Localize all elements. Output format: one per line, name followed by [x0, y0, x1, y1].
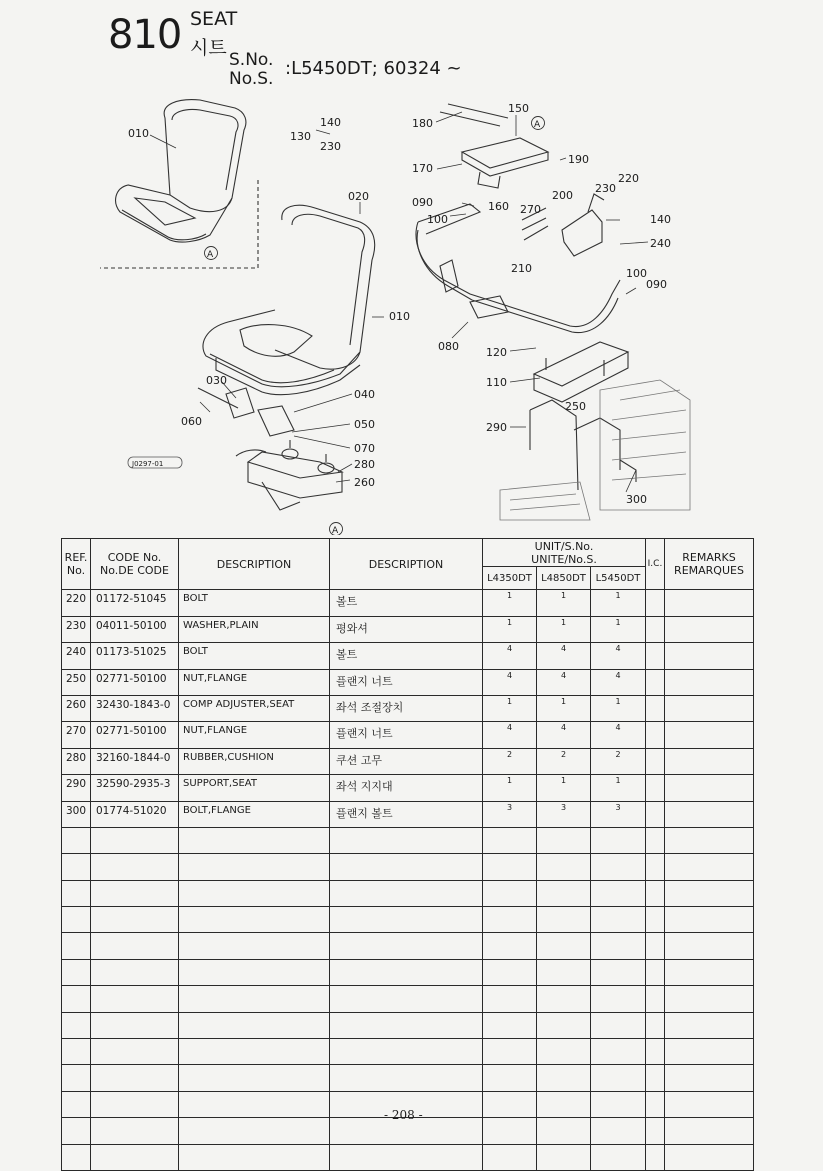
cell-q2: 1	[537, 616, 591, 642]
empty-cell	[646, 1118, 665, 1144]
callout-label: 170	[412, 162, 433, 175]
small-seat-illustration	[116, 100, 246, 242]
title-korean: 시트	[190, 37, 227, 59]
empty-cell	[483, 907, 537, 933]
empty-cell	[646, 1012, 665, 1038]
cell-kr: 볼트	[330, 643, 483, 669]
cell-ic	[646, 801, 665, 827]
callout-label: 070	[354, 442, 375, 455]
empty-cell	[483, 1091, 537, 1117]
cell-q1: 1	[483, 590, 537, 616]
callout-label: 190	[568, 153, 589, 166]
cell-q2: 4	[537, 722, 591, 748]
page-number: - 208 -	[384, 1108, 423, 1122]
empty-cell	[483, 1012, 537, 1038]
empty-cell	[62, 1091, 91, 1117]
empty-cell	[330, 986, 483, 1012]
empty-cell	[665, 827, 754, 853]
empty-cell	[179, 1012, 330, 1038]
callout-label: 040	[354, 388, 375, 401]
empty-cell	[483, 827, 537, 853]
cell-desc: RUBBER,CUSHION	[179, 748, 330, 774]
cell-desc: BOLT,FLANGE	[179, 801, 330, 827]
empty-cell	[330, 854, 483, 880]
cell-q2: 3	[537, 801, 591, 827]
serial-label-fr: No.S.	[229, 69, 274, 89]
cell-desc: SUPPORT,SEAT	[179, 775, 330, 801]
empty-cell	[483, 1118, 537, 1144]
callout-label: 120	[486, 346, 507, 359]
cell-code: 02771-50100	[91, 669, 179, 695]
empty-cell	[646, 880, 665, 906]
large-seat-illustration	[203, 205, 375, 394]
callout-label: 010	[128, 127, 149, 140]
cell-ic	[646, 669, 665, 695]
cell-code: 01173-51025	[91, 643, 179, 669]
empty-cell	[91, 933, 179, 959]
callout-label: 230	[595, 182, 616, 195]
empty-cell	[483, 933, 537, 959]
empty-cell	[665, 1065, 754, 1091]
table-row	[62, 643, 754, 669]
header-code: CODE No. No.DE CODE	[91, 539, 179, 590]
cell-remarks	[665, 775, 754, 801]
callout-label: 290	[486, 421, 507, 434]
cell-ref: 290	[62, 775, 91, 801]
empty-cell	[91, 1039, 179, 1065]
callout-label: 270	[520, 203, 541, 216]
table-row	[62, 616, 754, 642]
empty-cell	[91, 907, 179, 933]
callout-labels	[128, 102, 671, 506]
callout-label: 220	[618, 172, 639, 185]
empty-cell	[537, 1118, 591, 1144]
empty-cell	[62, 1012, 91, 1038]
cell-q3: 1	[591, 775, 646, 801]
table-row-empty	[62, 1039, 754, 1065]
group-number: 810	[108, 12, 182, 58]
tractor-frame-illustration	[500, 380, 690, 520]
cell-code: 01172-51045	[91, 590, 179, 616]
table-row-empty	[62, 907, 754, 933]
empty-cell	[62, 1065, 91, 1091]
empty-cell	[62, 907, 91, 933]
callout-label: 090	[646, 278, 667, 291]
cell-desc: NUT,FLANGE	[179, 669, 330, 695]
cell-q2: 4	[537, 669, 591, 695]
cell-kr: 플랜지 볼트	[330, 801, 483, 827]
empty-cell	[62, 1118, 91, 1144]
empty-cell	[330, 1065, 483, 1091]
cell-remarks	[665, 801, 754, 827]
empty-cell	[179, 1039, 330, 1065]
callout-label: 280	[354, 458, 375, 471]
table-row-empty	[62, 1012, 754, 1038]
cell-code: 01774-51020	[91, 801, 179, 827]
cell-ic	[646, 616, 665, 642]
empty-cell	[91, 1118, 179, 1144]
cell-q1: 1	[483, 616, 537, 642]
cell-kr: 플랜지 너트	[330, 669, 483, 695]
empty-cell	[62, 986, 91, 1012]
empty-cell	[483, 854, 537, 880]
table-row-empty	[62, 827, 754, 853]
cell-code: 32430-1843-0	[91, 695, 179, 721]
cell-code: 02771-50100	[91, 722, 179, 748]
header-description-en: DESCRIPTION	[179, 539, 330, 590]
empty-cell	[91, 880, 179, 906]
parts-table	[61, 538, 754, 1171]
callout-label: 020	[348, 190, 369, 203]
cell-q3: 1	[591, 616, 646, 642]
empty-cell	[591, 933, 646, 959]
callout-label: 150	[508, 102, 529, 115]
header-ic: I.C.	[646, 539, 665, 590]
cell-q3: 1	[591, 695, 646, 721]
empty-cell	[591, 827, 646, 853]
callout-label: 100	[427, 213, 448, 226]
empty-cell	[591, 854, 646, 880]
empty-cell	[537, 880, 591, 906]
title-english: SEAT	[190, 8, 238, 30]
empty-cell	[330, 827, 483, 853]
cell-q3: 4	[591, 669, 646, 695]
header-ref: REF. No.	[62, 539, 91, 590]
empty-cell	[537, 959, 591, 985]
cell-remarks	[665, 695, 754, 721]
empty-cell	[91, 986, 179, 1012]
callout-label: 010	[389, 310, 410, 323]
empty-cell	[591, 880, 646, 906]
cell-ref: 250	[62, 669, 91, 695]
empty-cell	[483, 880, 537, 906]
empty-cell	[330, 933, 483, 959]
header-unit: UNIT/S.No. UNITE/No.S.	[483, 539, 646, 567]
empty-cell	[646, 986, 665, 1012]
cell-kr: 볼트	[330, 590, 483, 616]
cell-q2: 1	[537, 775, 591, 801]
ref-mark-a: A	[207, 250, 214, 260]
table-row-empty	[62, 933, 754, 959]
empty-cell	[665, 959, 754, 985]
empty-cell	[330, 1012, 483, 1038]
empty-cell	[537, 1065, 591, 1091]
seat-adjuster-illustration	[198, 388, 342, 510]
empty-cell	[646, 933, 665, 959]
cell-ref: 300	[62, 801, 91, 827]
empty-cell	[591, 1012, 646, 1038]
empty-cell	[646, 827, 665, 853]
empty-cell	[665, 1118, 754, 1144]
callout-label: 080	[438, 340, 459, 353]
empty-cell	[537, 1091, 591, 1117]
seat-belt-bracket-illustration	[416, 104, 636, 490]
callout-label: 050	[354, 418, 375, 431]
callout-label: 240	[650, 237, 671, 250]
cell-ref: 220	[62, 590, 91, 616]
cell-q2: 4	[537, 643, 591, 669]
cell-ref: 270	[62, 722, 91, 748]
empty-cell	[62, 1039, 91, 1065]
cell-desc: BOLT	[179, 643, 330, 669]
empty-cell	[330, 959, 483, 985]
cell-remarks	[665, 722, 754, 748]
cell-q3: 4	[591, 643, 646, 669]
callout-label: 140	[320, 116, 341, 129]
cell-q1: 4	[483, 669, 537, 695]
empty-cell	[62, 880, 91, 906]
empty-cell	[591, 1065, 646, 1091]
cell-ref: 230	[62, 616, 91, 642]
cell-q1: 1	[483, 775, 537, 801]
callout-label: 200	[552, 189, 573, 202]
table-row-empty	[62, 986, 754, 1012]
empty-cell	[62, 854, 91, 880]
empty-cell	[537, 854, 591, 880]
cell-code: 32590-2935-3	[91, 775, 179, 801]
cell-desc: WASHER,PLAIN	[179, 616, 330, 642]
cell-remarks	[665, 590, 754, 616]
callout-label: 140	[650, 213, 671, 226]
cell-q1: 4	[483, 643, 537, 669]
empty-cell	[179, 933, 330, 959]
empty-cell	[665, 986, 754, 1012]
callout-label: 250	[565, 400, 586, 413]
empty-cell	[91, 1012, 179, 1038]
cell-desc: BOLT	[179, 590, 330, 616]
cell-remarks	[665, 616, 754, 642]
cell-q1: 4	[483, 722, 537, 748]
callout-label: 110	[486, 376, 507, 389]
cell-q2: 2	[537, 748, 591, 774]
empty-cell	[646, 1065, 665, 1091]
cell-remarks	[665, 643, 754, 669]
table-row	[62, 669, 754, 695]
empty-cell	[665, 933, 754, 959]
empty-cell	[91, 1091, 179, 1117]
cell-ic	[646, 722, 665, 748]
empty-cell	[591, 1091, 646, 1117]
callout-label: 130	[290, 130, 311, 143]
empty-cell	[179, 854, 330, 880]
empty-cell	[591, 907, 646, 933]
empty-cell	[483, 1065, 537, 1091]
cell-q3: 2	[591, 748, 646, 774]
cell-kr: 평와셔	[330, 616, 483, 642]
cell-kr: 플랜지 너트	[330, 722, 483, 748]
cell-ref: 240	[62, 643, 91, 669]
cell-remarks	[665, 669, 754, 695]
empty-cell	[537, 933, 591, 959]
empty-cell	[665, 907, 754, 933]
callout-label: 160	[488, 200, 509, 213]
callout-label: 090	[412, 196, 433, 209]
callout-label: 030	[206, 374, 227, 387]
callout-label: 060	[181, 415, 202, 428]
table-row	[62, 722, 754, 748]
empty-cell	[179, 1118, 330, 1144]
cell-q3: 1	[591, 590, 646, 616]
header-model: L5450DT	[591, 567, 646, 590]
header-remarks: REMARKS REMARQUES	[665, 539, 754, 590]
cell-desc: COMP ADJUSTER,SEAT	[179, 695, 330, 721]
table-row-empty	[62, 854, 754, 880]
empty-cell	[591, 1039, 646, 1065]
serial-value: :L5450DT; 60324 ~	[285, 58, 462, 79]
cell-q1: 1	[483, 695, 537, 721]
cell-kr: 좌석 조절장치	[330, 695, 483, 721]
table-row	[62, 748, 754, 774]
empty-cell	[646, 959, 665, 985]
empty-cell	[646, 854, 665, 880]
table-row	[62, 801, 754, 827]
cell-ic	[646, 695, 665, 721]
table-row	[62, 775, 754, 801]
cell-ic	[646, 590, 665, 616]
empty-cell	[591, 1118, 646, 1144]
cell-desc: NUT,FLANGE	[179, 722, 330, 748]
empty-cell	[179, 959, 330, 985]
exploded-parts-diagram	[0, 90, 823, 535]
table-row	[62, 695, 754, 721]
empty-cell	[62, 959, 91, 985]
ref-mark-a: A	[534, 120, 541, 130]
cell-remarks	[665, 748, 754, 774]
cell-q1: 2	[483, 748, 537, 774]
header-model: L4850DT	[537, 567, 591, 590]
callout-label: 100	[626, 267, 647, 280]
cell-q2: 1	[537, 590, 591, 616]
cell-code: 04011-50100	[91, 616, 179, 642]
empty-cell	[179, 986, 330, 1012]
cell-ref: 280	[62, 748, 91, 774]
cell-ic	[646, 643, 665, 669]
empty-cell	[62, 933, 91, 959]
empty-cell	[665, 854, 754, 880]
callout-label: 260	[354, 476, 375, 489]
cell-ref: 260	[62, 695, 91, 721]
empty-cell	[591, 986, 646, 1012]
empty-cell	[330, 880, 483, 906]
empty-cell	[665, 1012, 754, 1038]
table-row-empty	[62, 1065, 754, 1091]
empty-cell	[179, 827, 330, 853]
empty-cell	[665, 880, 754, 906]
empty-cell	[179, 880, 330, 906]
cell-kr: 좌석 지지대	[330, 775, 483, 801]
empty-cell	[330, 907, 483, 933]
table-row-empty	[62, 880, 754, 906]
empty-cell	[91, 827, 179, 853]
callout-label: 230	[320, 140, 341, 153]
cell-q3: 3	[591, 801, 646, 827]
empty-cell	[91, 854, 179, 880]
empty-cell	[62, 827, 91, 853]
cell-q3: 4	[591, 722, 646, 748]
empty-cell	[179, 907, 330, 933]
empty-cell	[179, 1065, 330, 1091]
empty-cell	[91, 1065, 179, 1091]
cell-ic	[646, 775, 665, 801]
empty-cell	[646, 1039, 665, 1065]
serial-label-en: S.No.	[229, 50, 274, 70]
empty-cell	[330, 1039, 483, 1065]
empty-cell	[537, 907, 591, 933]
callout-label: 210	[511, 262, 532, 275]
empty-cell	[665, 1091, 754, 1117]
empty-cell	[665, 1039, 754, 1065]
ref-mark-a: A	[332, 526, 339, 535]
empty-cell	[179, 1091, 330, 1117]
empty-cell	[537, 827, 591, 853]
callout-label: 180	[412, 117, 433, 130]
empty-cell	[646, 1091, 665, 1117]
header-model: L4350DT	[483, 567, 537, 590]
callout-label: 300	[626, 493, 647, 506]
empty-cell	[91, 959, 179, 985]
empty-cell	[483, 1039, 537, 1065]
table-row-empty	[62, 959, 754, 985]
empty-cell	[646, 907, 665, 933]
table-row	[62, 590, 754, 616]
empty-cell	[537, 1039, 591, 1065]
cell-code: 32160-1844-0	[91, 748, 179, 774]
cell-kr: 쿠션 고무	[330, 748, 483, 774]
empty-cell	[591, 959, 646, 985]
cell-q1: 3	[483, 801, 537, 827]
empty-cell	[537, 1012, 591, 1038]
drawing-stamp: J0297-01	[132, 460, 164, 468]
header-description-kr: DESCRIPTION	[330, 539, 483, 590]
empty-cell	[537, 986, 591, 1012]
cell-q2: 1	[537, 695, 591, 721]
cell-ic	[646, 748, 665, 774]
empty-cell	[483, 986, 537, 1012]
empty-cell	[483, 959, 537, 985]
